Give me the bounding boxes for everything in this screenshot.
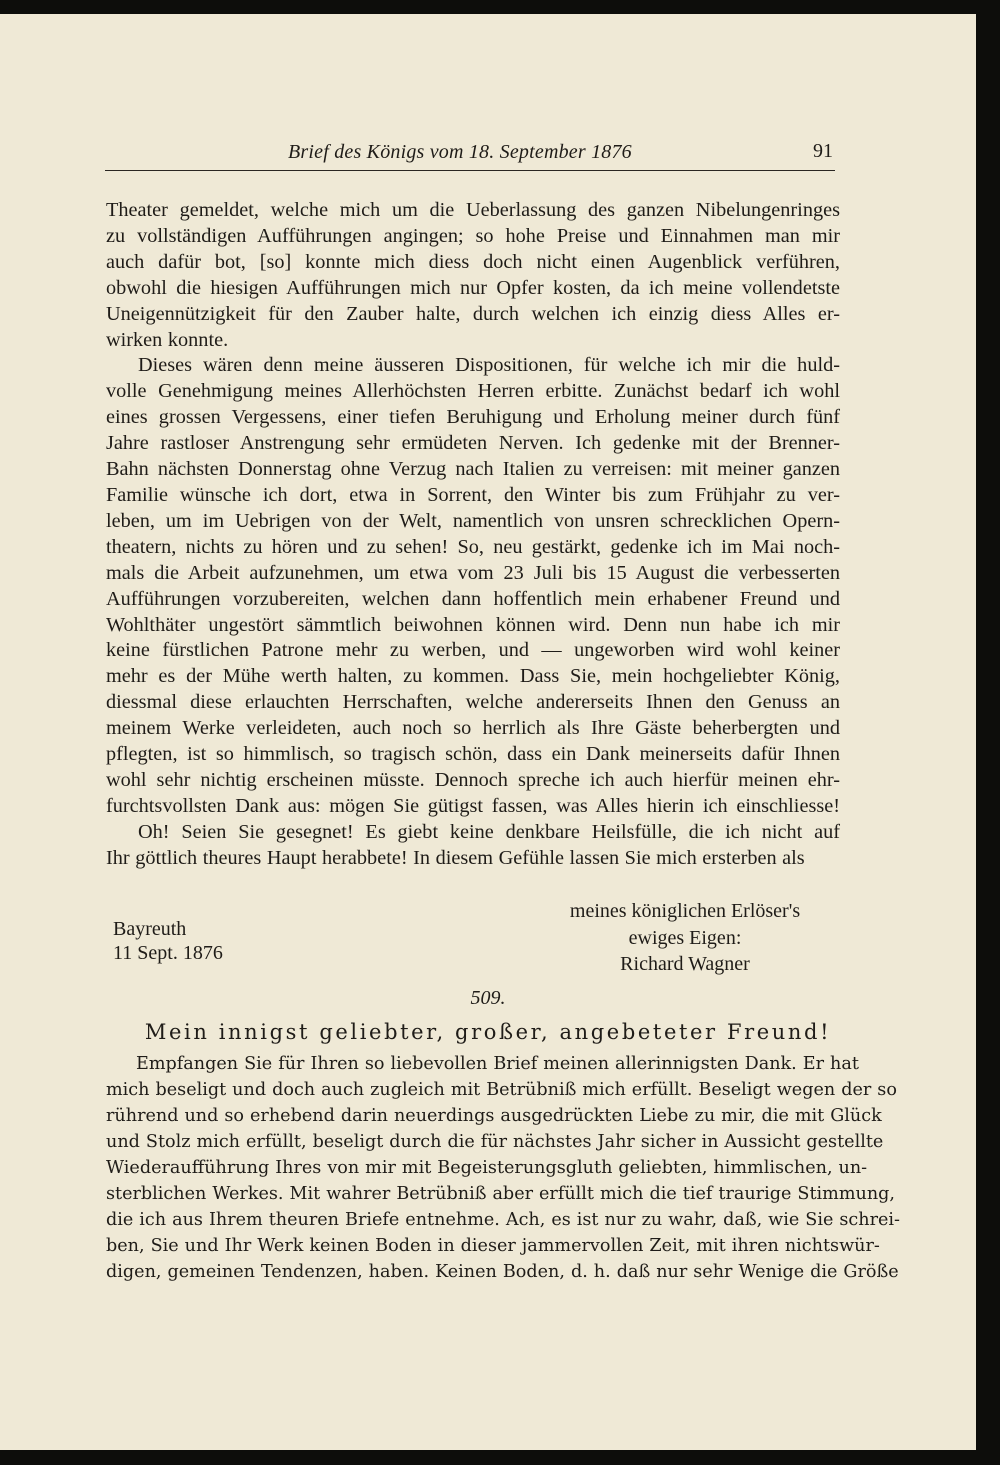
text-line: Theater gemeldet, welche mich um die Ueberlassung des ganzen Nibelungenringes	[106, 199, 840, 221]
text-line: obwohl die hiesigen Aufführungen mich nur Opfer kosten, da ich meine vollendetste	[106, 276, 840, 299]
text-line: Ihr göttlich theures Haupt herabbete! In diesem Gefühle lassen Sie mich ersterben als	[106, 846, 805, 869]
text-line: Empfangen Sie für Ihren so liebevollen Brief meinen allerinnigsten Dank. Er hat	[136, 1054, 859, 1074]
text-line: zu vollständigen Aufführungen angingen; so hohe Preise und Einnahmen man mir	[106, 224, 840, 247]
signature: Richard Wagner	[620, 953, 750, 975]
text-line: wohl sehr nichtig erscheinen müsste. Dennoch spreche ich auch hierfür meinen ehr-	[106, 768, 840, 791]
closing-signature	[545, 898, 825, 978]
text-line: pflegten, ist so himmlisch, so tragisch schön, dass ein Dank meinerseits dafür Ihnen	[106, 743, 840, 766]
text-line: Oh! Seien Sie gesegnet! Es giebt keine denkbare Heilsfülle, die ich nicht auf	[138, 820, 840, 843]
text-line: Uneigennützigkeit für den Zauber halte, durch welchen ich einzig diess Alles er-	[106, 302, 840, 325]
text-line: leben, um im Uebrigen von der Welt, namentlich von unsren schrecklichen Opern-	[106, 509, 840, 532]
letter-number: 509.	[470, 987, 506, 1009]
closing-line: ewiges Eigen:	[628, 926, 742, 949]
text-line: mich beseligt und doch auch zugleich mit Betrübniß mich erfüllt. Beseligt wegen der so	[106, 1080, 897, 1100]
text-line: sterblichen Werkes. Mit wahrer Betrübniß aber erfüllt mich die tief traurige Stimmung,	[106, 1184, 896, 1204]
letter-date: 11 Sept. 1876	[113, 942, 223, 964]
next-letter-body	[106, 1051, 900, 1285]
book-page	[0, 14, 976, 1450]
text-line: und Stolz mich erfüllt, beseligt durch die für nächstes Jahr sicher in Aussicht gestellte	[106, 1132, 884, 1152]
closing-line: meines königlichen Erlöser's	[569, 900, 801, 922]
text-line: wirken konnte.	[106, 328, 229, 351]
text-line: Familie wünsche ich dort, etwa in Sorrent, den Winter bis zum Frühjahr zu ver-	[106, 483, 840, 506]
text-line: Wiederaufführung Ihres von mir mit Begeisterungsgluth geliebten, himmlischen, un-	[106, 1158, 868, 1178]
text-line: Jahre rastloser Anstrengung sehr ermüdeten Nerven. Ich gedenke mit der Brenner-	[106, 432, 840, 455]
place-city: Bayreuth	[113, 918, 187, 940]
page-number: 91	[813, 140, 833, 162]
text-line: volle Genehmigung meines Allerhöchsten Herren erbitte. Zunächst bedarf ich wohl	[106, 380, 840, 403]
text-line: Aufführungen vorzubereiten, welchen dann hoffentlich mein erhabener Freund und	[106, 587, 840, 610]
text-line: Wohlthäter ungestört sämmtlich beiwohnen können wird. Denn nun habe ich mir	[106, 613, 840, 636]
text-line: meinem Werke verleideten, auch noch so herrlich als Ihre Gäste beherbergten und	[106, 717, 840, 740]
text-line: mals die Arbeit aufzunehmen, um etwa vom 23 Juli bis 15 August die verbesserten	[106, 561, 840, 584]
text-line: die ich aus Ihrem theuren Briefe entnehme. Ach, es ist nur zu wahr, daß, wie Sie schrei-	[106, 1210, 900, 1230]
text-line: furchtsvollsten Dank aus: mögen Sie gütigst fassen, was Alles hierin ich einschliesse!	[106, 794, 840, 817]
running-title: Brief des Königs vom 18. September 1876	[288, 141, 632, 163]
text-line: rührend und so erhebend darin neuerdings ausgedrückten Liebe zu mir, die mit Glück	[106, 1106, 882, 1126]
text-line: mehr es der Mühe werth halten, zu kommen. Dass Sie, mein hochgeliebter König,	[106, 665, 840, 688]
text-line: eines grossen Vergessens, einer tiefen Beruhigung und Erholung meiner durch fünf	[106, 406, 840, 429]
text-line: ben, Sie und Ihr Werk keinen Boden in dieser jammervollen Zeit, mit ihren nichtswür-	[106, 1236, 880, 1256]
text-line: digen, gemeinen Tendenzen, haben. Keinen Boden, d. h. daß nur sehr Wenige die Größe	[106, 1262, 899, 1282]
text-line: keine fürstlichen Patrone mehr zu werben, und — ungeworben wird wohl keiner	[106, 639, 840, 662]
salutation: Mein innigst geliebter, großer, angebeteter Freund!	[144, 1020, 832, 1044]
text-line: diessmal diese erlauchten Herrschaften, welche andererseits Ihnen den Genuss an	[106, 691, 840, 714]
text-line: Bahn nächsten Donnerstag ohne Verzug nach Italien zu verreisen: mit meiner ganzen	[106, 458, 840, 481]
place-date	[113, 917, 223, 965]
text-line: theatern, nichts zu hören und zu sehen! So, neu gestärkt, gedenke ich im Mai noch-	[106, 535, 840, 558]
text-line: auch dafür bot, [so] konnte mich diess doch nicht einen Augenblick verführen,	[106, 250, 840, 273]
letter-body	[106, 198, 840, 872]
running-header	[105, 140, 835, 171]
text-line: Dieses wären denn meine äusseren Dispositionen, für welche ich mir die huld-	[138, 354, 840, 377]
